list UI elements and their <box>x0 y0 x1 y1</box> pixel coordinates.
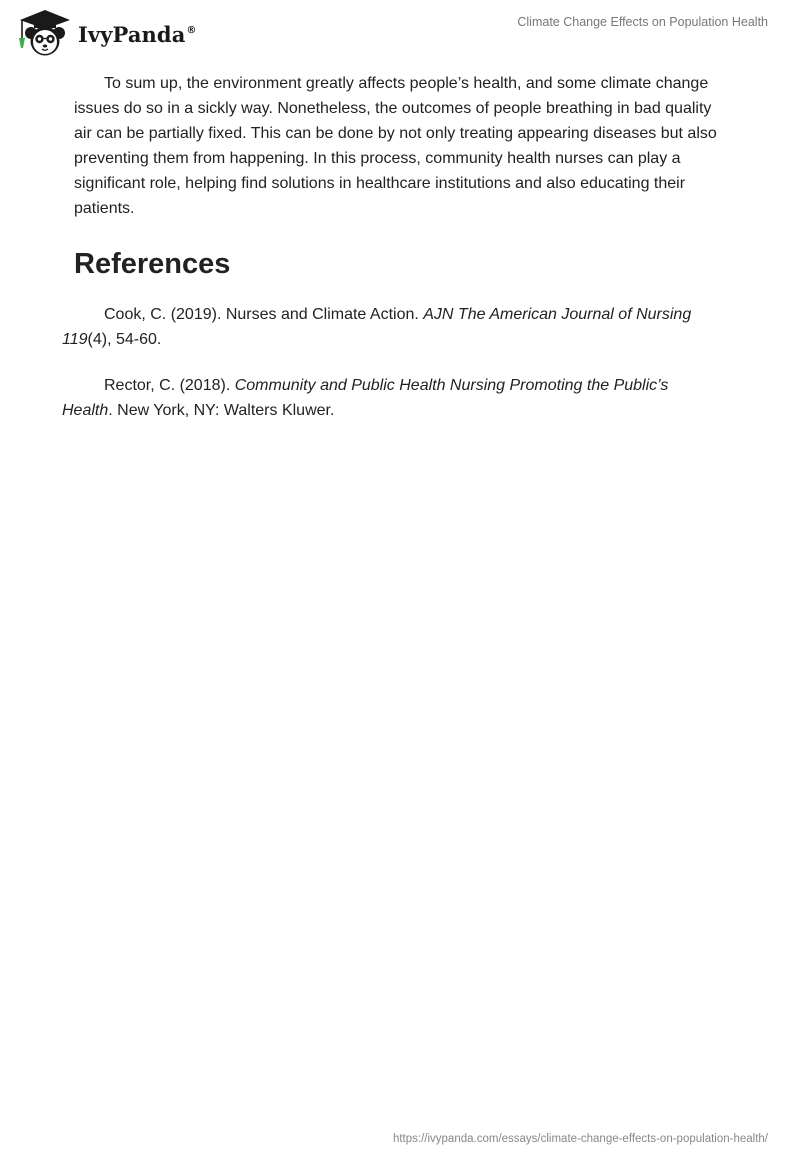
reference-book-title: Community and Public Health Nursing Promoting the Public’s <box>234 377 669 394</box>
reference-author-year: Cook, C. (2019). Nurses and Climate Action. <box>104 306 424 323</box>
reference-item <box>62 373 726 423</box>
reference-publisher: . New York, NY: Walters Kluwer. <box>108 402 335 419</box>
reference-volume: 119 <box>62 331 88 348</box>
reference-author-year: Rector, C. (2018). <box>104 377 235 394</box>
page-header <box>0 0 800 64</box>
ivypanda-logo[interactable] <box>14 8 197 58</box>
reference-journal: AJN The American Journal of Nursing <box>423 306 692 323</box>
document-body <box>62 71 726 444</box>
conclusion-paragraph: To sum up, the environment greatly affects people’s health, and some climate change issues do so in a sickly way. Nonetheless, the outcomes of people breathing in bad quality air can be partially fixed. This can be done by not only treating appearing diseases but also preventing them from happening. In this process, community health nurses can play a significant role, helping find solutions in healthcare institutions and also educating their patients. <box>74 75 717 217</box>
panda-graduate-icon <box>14 8 76 58</box>
source-url[interactable]: https://ivypanda.com/essays/climate-change-effects-on-population-health/ <box>392 1133 768 1145</box>
reference-book-title-end: Health <box>62 402 109 419</box>
reference-item <box>62 302 726 352</box>
reference-continuation <box>62 331 161 348</box>
references-list <box>62 302 726 423</box>
registered-mark: ® <box>186 24 197 36</box>
reference-continuation <box>62 402 334 419</box>
brand-name: IvyPanda® <box>78 21 197 47</box>
references-heading: References <box>74 248 231 280</box>
reference-pages: (4), 54-60. <box>87 331 162 348</box>
document-title: Climate Change Effects on Population Health <box>517 15 768 29</box>
